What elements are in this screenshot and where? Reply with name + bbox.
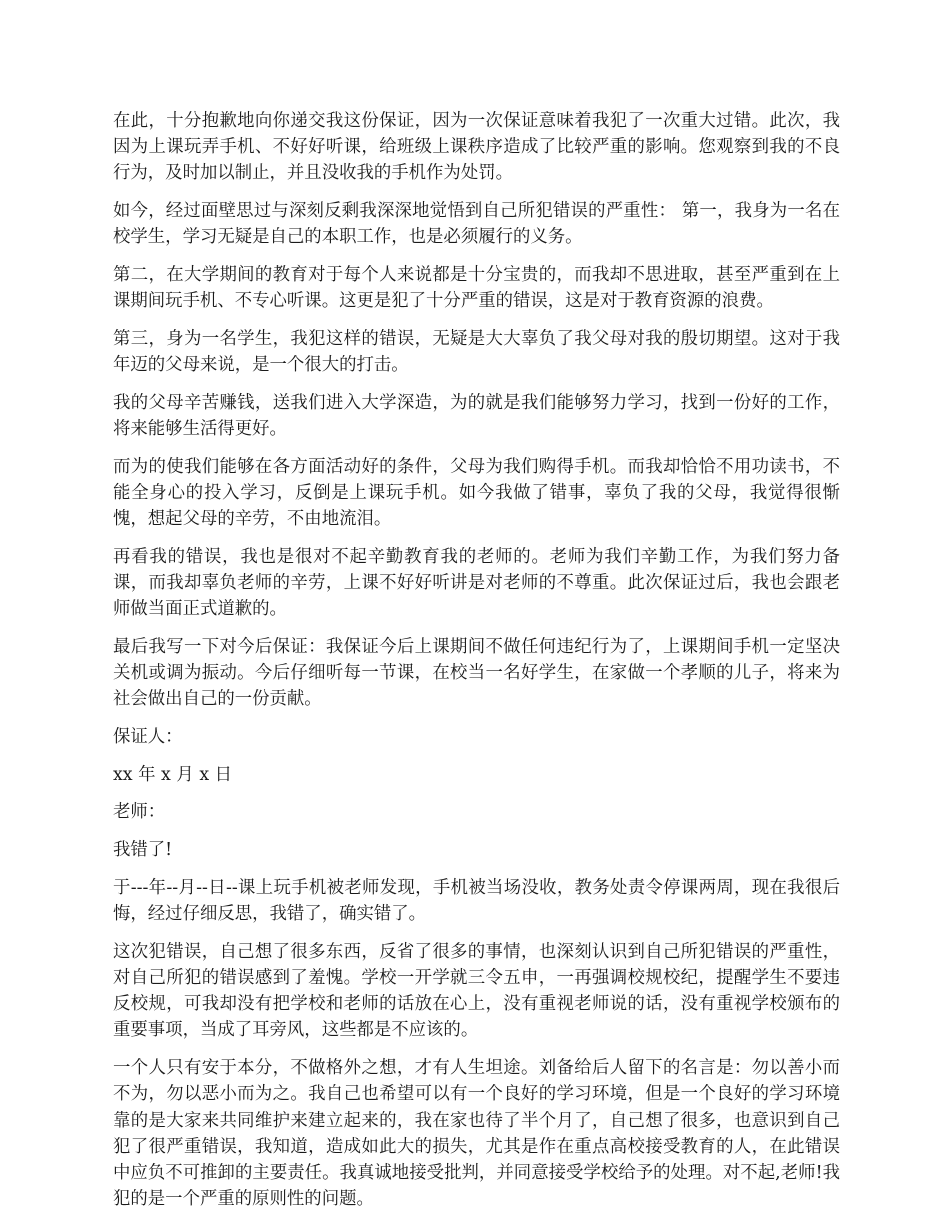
paragraph-conclusion: 一个人只有安于本分，不做格外之想，才有人生坦途。刘备给后人留下的名言是：勿以善小而不为，勿以恶小而为之。我自己也希望可以有一个良好的学习环境，但是一个良好的学习环境靠的是大家来共同维护来建立起来的，我在家也待了半个月了，自己想了很多，也意识到自己犯了很严重错误，我知道，造成如此大的损失，尤其是作在重点高校接受教育的人，在此错误中应负不可推卸的主要责任。我真诚地接受批判，并同意接受学校给予的处理。对不起,老师!我犯的是一个严重的原则性的问题。 — [113, 1058, 840, 1210]
paragraph-first-point: 如今，经过面壁思过与深刻反剩我深深地觉悟到自己所犯错误的严重性： 第一，我身为一名在校学生，学习无疑是自己的本职工作，也是必须履行的义务。 — [113, 201, 840, 248]
document-body — [113, 108, 840, 1224]
i-was-wrong-line: 我错了! — [113, 840, 173, 861]
teacher-salutation: 老师： — [113, 802, 166, 823]
paragraph-reflection: 这次犯错误，自己想了很多东西，反省了很多的事情，也深刻认识到自己所犯错误的严重性，对自己所犯的错误感到了羞愧。学校一开学就三令五申，一再强调校规校纪，提醒学生不要违反校规，可我却没有把学校和老师的话放在心上，没有重视老师说的话，没有重视学校颁布的重要事项，当成了耳旁风，这些都是不应该的。 — [113, 941, 840, 1041]
paragraph-second-point: 第二，在大学期间的教育对于每个人来说都是十分宝贵的，而我却不思进取，甚至严重到在上课期间玩手机、不专心听课。这更是犯了十分严重的错误，这是对于教育资源的浪费。 — [113, 265, 840, 312]
paragraph-teacher: 再看我的错误，我也是很对不起辛勤教育我的老师的。老师为我们辛勤工作，为我们努力备课，而我却辜负老师的辛劳，上课不好好听讲是对老师的不尊重。此次保证过后，我也会跟老师做当面正式道歉的。 — [113, 546, 840, 620]
paragraph-phone-purchase: 而为的使我们能够在各方面活动好的条件，父母为我们购得手机。而我却恰恰不用功读书，不能全身心的投入学习，反倒是上课玩手机。如今我做了错事，辜负了我的父母，我觉得很惭愧，想起父母的辛劳，不由地流泪。 — [113, 456, 840, 530]
paragraph-apology-intro: 在此，十分抱歉地向你递交我这份保证，因为一次保证意味着我犯了一次重大过错。此次，我因为上课玩弄手机、不好好听课，给班级上课秩序造成了比较严重的影响。您观察到我的不良行为，及时加以制止，并且没收我的手机作为处罚。 — [113, 111, 840, 184]
paragraph-incident: 于---年--月--日--课上玩手机被老师发现，手机被当场没收，教务处责令停课两周，现在我很后悔，经过仔细反思，我错了，确实错了。 — [113, 877, 840, 925]
paragraph-parents: 我的父母辛苦赚钱，送我们进入大学深造，为的就是我们能够努力学习，找到一份好的工作，将来能够生活得更好。 — [113, 392, 840, 440]
date-line: xx 年 x 月 x 日 — [113, 764, 233, 785]
paragraph-third-point: 第三，身为一名学生，我犯这样的错误，无疑是大大辜负了我父母对我的殷切期望。这对于我年迈的父母来说，是一个很大的打击。 — [113, 328, 840, 376]
paragraph-future-promise: 最后我写一下对今后保证：我保证今后上课期间不做任何违纪行为了，上课期间手机一定坚决关机或调为振动。今后仔细听每一节课，在校当一名好学生，在家做一个孝顺的儿子，将来为社会做出自己的一份贡献。 — [113, 636, 840, 710]
guarantor-label: 保证人： — [113, 727, 183, 748]
